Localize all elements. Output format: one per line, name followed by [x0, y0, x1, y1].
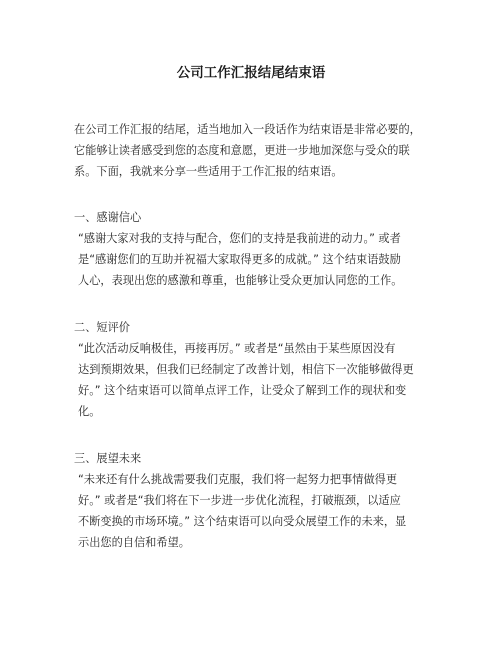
intro-line: 在公司工作汇报的结尾，适当地加入一段话作为结束语是非常必要的，	[74, 123, 421, 136]
section-heading-outlook: 三、展望未来	[74, 452, 142, 465]
section-line: 示出您的自信和希望。	[78, 536, 190, 549]
section-line: 化。	[78, 405, 101, 418]
section-heading-gratitude: 一、感谢信心	[74, 211, 142, 224]
section-line: “未来还有什么挑战需要我们克服，我们将一起努力把事情做得更	[78, 473, 398, 486]
section-body-outlook	[78, 469, 438, 553]
document-title: 公司工作汇报结尾结束语	[176, 65, 326, 81]
section-line: 好。” 或者是“我们将在下一步进一步优化流程，打破瓶颈，以适应	[78, 494, 401, 507]
section-line: 好。” 这个结束语可以简单点评工作，让受众了解到工作的现状和变	[78, 384, 407, 397]
intro-line: 它能够让读者感受到您的态度和意愿，更进一步地加深您与受众的联	[74, 144, 410, 157]
section-body-gratitude	[78, 228, 438, 291]
intro-line: 系。下面，我就来分享一些适用于工作汇报的结束语。	[74, 165, 343, 178]
section-line: “此次活动反响极佳，再接再厉。” 或者是“虽然由于某些原因没有	[78, 342, 396, 355]
section-line: 不断变换的市场环境。” 这个结束语可以向受众展望工作的未来，显	[78, 515, 407, 528]
section-line: 是“感谢您们的互助并祝福大家取得更多的成就。” 这个结束语鼓励	[78, 253, 401, 266]
section-line: “感谢大家对我的支持与配合，您们的支持是我前进的动力。” 或者	[78, 232, 401, 245]
section-heading-review: 二、短评价	[74, 321, 130, 334]
section-line: 达到预期效果，但我们已经制定了改善计划，相信下一次能够做得更	[78, 363, 414, 376]
section-body-review	[78, 338, 438, 422]
intro-paragraph	[74, 119, 434, 182]
section-line: 人心，表现出您的感激和尊重，也能够让受众更加认同您的工作。	[78, 274, 403, 287]
